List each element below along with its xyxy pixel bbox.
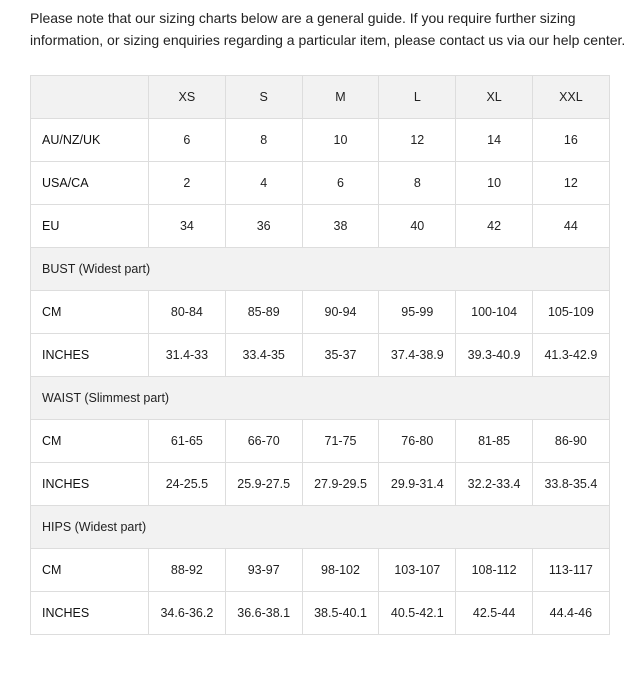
table-cell: 12 [532, 162, 609, 205]
row-label: AU/NZ/UK [31, 119, 149, 162]
table-row [31, 549, 610, 592]
row-label: CM [31, 291, 149, 334]
table-cell: 16 [532, 119, 609, 162]
size-header-cell: XL [456, 76, 533, 119]
table-header-row [31, 76, 610, 119]
table-cell: 36.6-38.1 [225, 592, 302, 635]
table-cell: 105-109 [532, 291, 609, 334]
table-cell: 80-84 [149, 291, 226, 334]
table-cell: 103-107 [379, 549, 456, 592]
section-heading-row [31, 248, 610, 291]
sizing-guide-note-line-1: Please note that our sizing charts below are a general guide. If you require further sizing [30, 10, 576, 26]
table-cell: 33.4-35 [225, 334, 302, 377]
table-cell: 41.3-42.9 [532, 334, 609, 377]
table-cell: 42 [456, 205, 533, 248]
table-cell: 35-37 [302, 334, 379, 377]
table-cell: 88-92 [149, 549, 226, 592]
table-cell: 76-80 [379, 420, 456, 463]
table-cell: 81-85 [456, 420, 533, 463]
table-cell: 44.4-46 [532, 592, 609, 635]
table-cell: 42.5-44 [456, 592, 533, 635]
table-row [31, 119, 610, 162]
table-cell: 8 [225, 119, 302, 162]
table-cell: 32.2-33.4 [456, 463, 533, 506]
table-cell: 86-90 [532, 420, 609, 463]
table-cell: 34.6-36.2 [149, 592, 226, 635]
table-cell: 8 [379, 162, 456, 205]
table-cell: 4 [225, 162, 302, 205]
table-cell: 2 [149, 162, 226, 205]
table-row [31, 162, 610, 205]
table-cell: 27.9-29.5 [302, 463, 379, 506]
sizing-guide-note [30, 7, 630, 51]
table-cell: 40 [379, 205, 456, 248]
table-cell: 25.9-27.5 [225, 463, 302, 506]
section-heading-row [31, 506, 610, 549]
table-cell: 95-99 [379, 291, 456, 334]
row-label: INCHES [31, 463, 149, 506]
table-cell: 108-112 [456, 549, 533, 592]
size-header-cell: M [302, 76, 379, 119]
row-label: CM [31, 549, 149, 592]
table-row [31, 463, 610, 506]
table-cell: 6 [149, 119, 226, 162]
size-header-cell: S [225, 76, 302, 119]
header-corner-cell [31, 76, 149, 119]
table-cell: 38.5-40.1 [302, 592, 379, 635]
table-row [31, 334, 610, 377]
table-cell: 24-25.5 [149, 463, 226, 506]
row-label: EU [31, 205, 149, 248]
row-label: INCHES [31, 592, 149, 635]
table-cell: 14 [456, 119, 533, 162]
size-header-cell: XXL [532, 76, 609, 119]
table-cell: 100-104 [456, 291, 533, 334]
size-chart-body [31, 76, 610, 635]
table-cell: 39.3-40.9 [456, 334, 533, 377]
table-cell: 90-94 [302, 291, 379, 334]
section-heading-row [31, 377, 610, 420]
table-cell: 40.5-42.1 [379, 592, 456, 635]
table-cell: 113-117 [532, 549, 609, 592]
table-cell: 61-65 [149, 420, 226, 463]
table-cell: 10 [456, 162, 533, 205]
table-cell: 93-97 [225, 549, 302, 592]
sizing-guide-note-line-2: information, or sizing enquiries regarding a particular item, please contact us via our help center. [30, 32, 626, 48]
row-label: CM [31, 420, 149, 463]
table-row [31, 592, 610, 635]
table-cell: 98-102 [302, 549, 379, 592]
section-heading: HIPS (Widest part) [31, 506, 610, 549]
table-cell: 66-70 [225, 420, 302, 463]
table-cell: 44 [532, 205, 609, 248]
table-cell: 34 [149, 205, 226, 248]
table-cell: 71-75 [302, 420, 379, 463]
row-label: INCHES [31, 334, 149, 377]
table-row [31, 291, 610, 334]
table-cell: 85-89 [225, 291, 302, 334]
table-cell: 12 [379, 119, 456, 162]
table-cell: 33.8-35.4 [532, 463, 609, 506]
table-row [31, 205, 610, 248]
table-cell: 37.4-38.9 [379, 334, 456, 377]
size-header-cell: L [379, 76, 456, 119]
table-cell: 38 [302, 205, 379, 248]
table-cell: 6 [302, 162, 379, 205]
table-cell: 36 [225, 205, 302, 248]
size-header-cell: XS [149, 76, 226, 119]
row-label: USA/CA [31, 162, 149, 205]
section-heading: WAIST (Slimmest part) [31, 377, 610, 420]
size-chart-table [30, 75, 610, 635]
table-cell: 29.9-31.4 [379, 463, 456, 506]
table-row [31, 420, 610, 463]
table-cell: 31.4-33 [149, 334, 226, 377]
table-cell: 10 [302, 119, 379, 162]
section-heading: BUST (Widest part) [31, 248, 610, 291]
